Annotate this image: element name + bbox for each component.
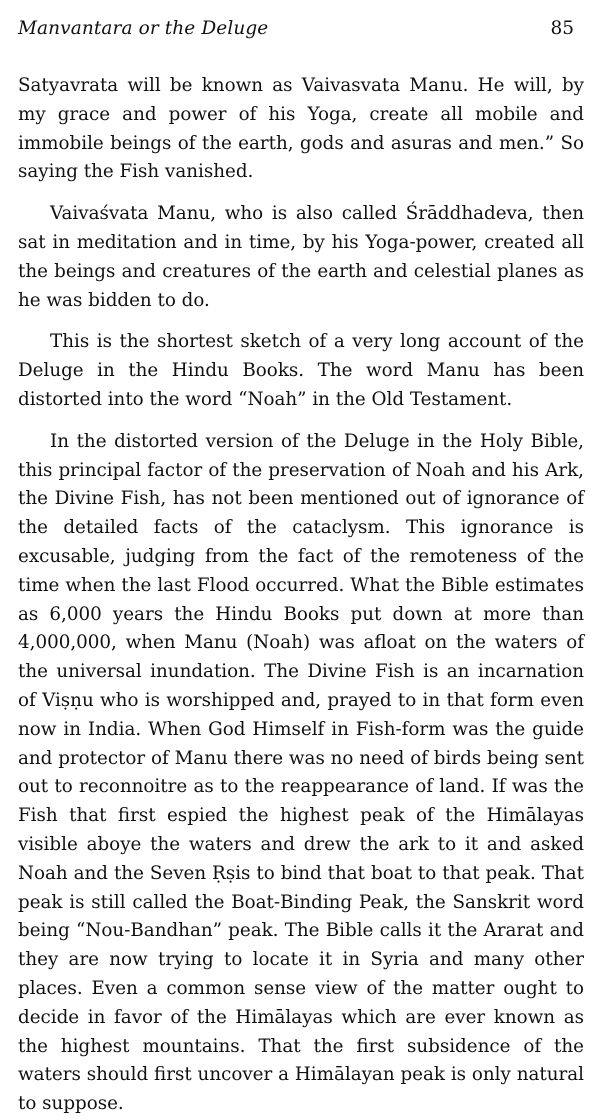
paragraph-2: Vaivaśvata Manu, who is also called Śrāddhadeva, then sat in meditation and in time, by his Yoga-power, created all the beings and creatures of the earth and celestial planes as he was bidden to do. bbox=[18, 203, 584, 311]
paragraph-4: In the distorted version of the Deluge in the Holy Bible, this principal factor of the preservation of Noah and his Ark, the Divine Fish, has not been mentioned out of ignorance of the detailed facts of the cataclysm. This ignorance is excusable, judging from the fact of the remoteness of the time when the last Flood occurred. What the Bible estimates as 6,000 years the Hindu Books put down at more than 4,000,000, when Manu (Noah) was afloat on the waters of the universal inundation. The Divine Fish is an incarnation of Viṣṇu who is worshipped and, prayed to in that form even now in India. When God Himself in Fish-form was the guide and protector of Manu there was no need of birds being sent out to reconnoitre as to the reappearance of land. If was the Fish that first espied the highest peak of the Himālayas visible aboye the waters and drew the ark to it and asked Noah and the Seven Ṛṣis to bind that boat to that peak. That peak is still called the Boat-Binding Peak, the Sanskrit word being “Nou-Bandhan” peak. The Bible calls it the Ararat and they are now trying to locate it in Syria and many other places. Even a common sense view of the matter ought to decide in favor of the Himālayas which are ever known as the highest mountains. That the first subsidence of the waters should first uncover a Himālayan peak is only natural to suppose. bbox=[18, 430, 584, 1115]
running-title: Manvantara or the Deluge bbox=[18, 18, 269, 39]
running-header bbox=[18, 18, 584, 52]
body-text bbox=[18, 72, 584, 1119]
paragraph-3: This is the shortest sketch of a very long account of the Deluge in the Hindu Books. The word Manu has been distorted into the word “Noah” in the Old Testament. bbox=[18, 331, 584, 410]
page-number: 85 bbox=[550, 18, 574, 39]
paragraph-1: Satyavrata will be known as Vaivasvata Manu. He will, by my grace and power of his Yoga, create all mobile and immobile beings of the earth, gods and asuras and men.” So saying the Fish vanished. bbox=[18, 75, 584, 183]
